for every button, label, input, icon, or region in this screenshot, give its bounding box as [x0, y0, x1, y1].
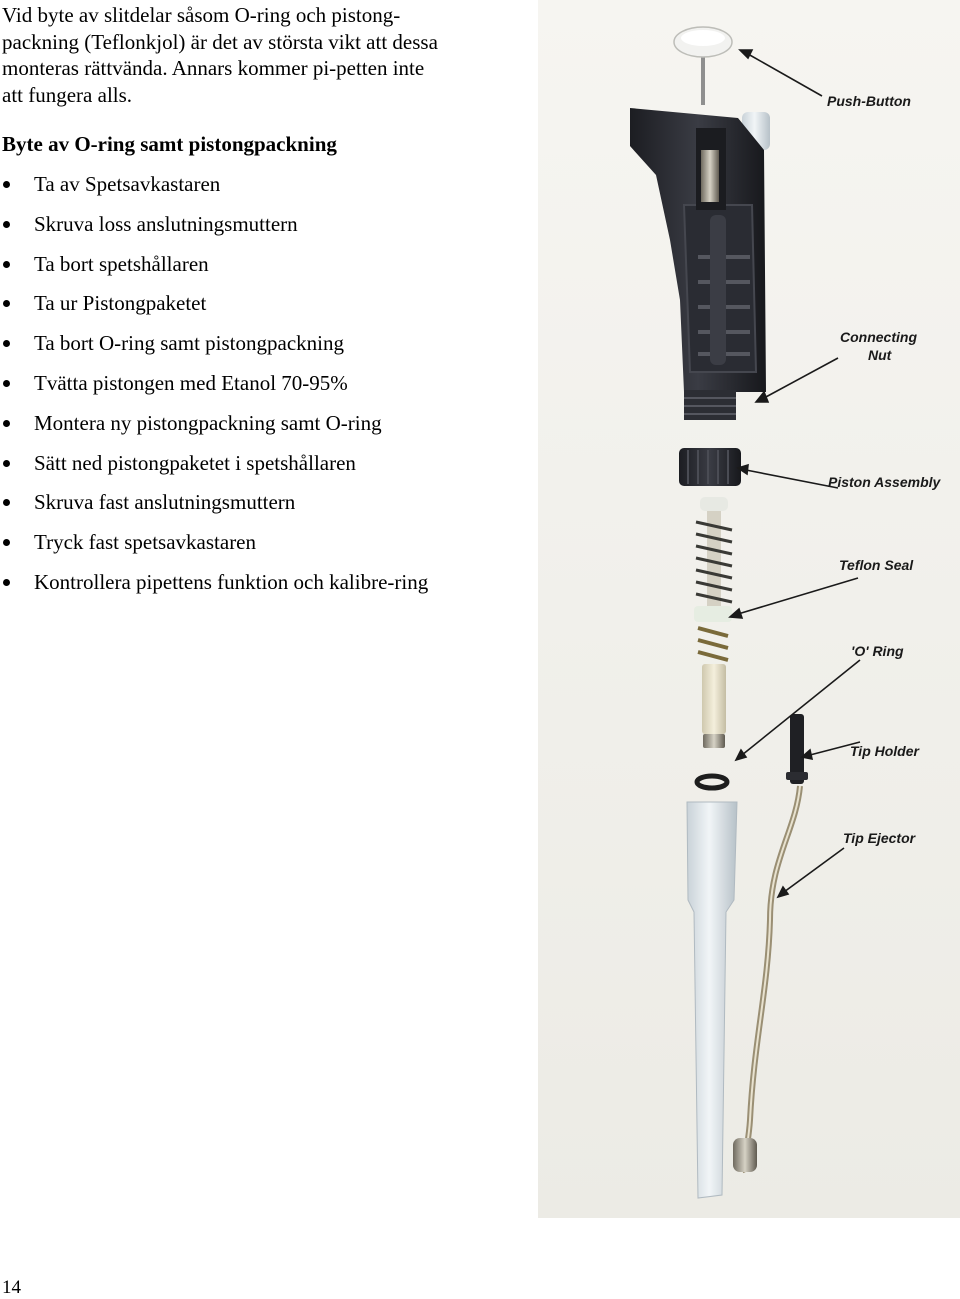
- bullet-icon: [3, 539, 10, 546]
- list-item: Sätt ned pistongpaketet i spetshållaren: [0, 449, 440, 477]
- bullet-icon: [3, 300, 10, 307]
- label-o-ring: 'O' Ring: [851, 643, 904, 659]
- steps-list: [0, 170, 440, 608]
- list-item: Skruva loss anslutningsmuttern: [0, 210, 440, 238]
- bullet-icon: [3, 420, 10, 427]
- intro-paragraph: Vid byte av slitdelar såsom O-ring och pistong-packning (Teflonkjol) är det av största vikt att dessa monteras rättvända. Annars kommer pi-petten inte att fungera alls.: [2, 3, 438, 107]
- bullet-icon: [3, 499, 10, 506]
- list-item: Ta bort O-ring samt pistongpackning: [0, 329, 440, 357]
- bullet-icon: [3, 261, 10, 268]
- label-teflon-seal: Teflon Seal: [839, 557, 914, 573]
- label-piston-assembly: Piston Assembly: [828, 474, 941, 490]
- label-connecting: Connecting: [840, 329, 917, 345]
- label-push-button: Push-Button: [827, 93, 911, 109]
- bullet-icon: [3, 181, 10, 188]
- section-heading: Byte av O-ring samt pistongpackning: [2, 132, 337, 156]
- list-item: Tvätta pistongen med Etanol 70-95%: [0, 369, 440, 397]
- page-number: 14: [2, 1277, 21, 1298]
- label-nut: Nut: [868, 347, 892, 363]
- list-item: Ta bort spetshållaren: [0, 250, 440, 278]
- list-item: Ta av Spetsavkastaren: [0, 170, 440, 198]
- list-item: Kontrollera pipettens funktion och kalibre-ring: [0, 568, 440, 596]
- bullet-icon: [3, 380, 10, 387]
- label-tip-holder: Tip Holder: [850, 743, 919, 759]
- connecting-nut-icon: [679, 448, 741, 486]
- list-item: Skruva fast anslutningsmuttern: [0, 488, 440, 516]
- label-tip-ejector: Tip Ejector: [843, 830, 916, 846]
- bullet-icon: [3, 579, 10, 586]
- bullet-icon: [3, 460, 10, 467]
- list-item: Ta ur Pistongpaketet: [0, 289, 440, 317]
- pipette-exploded-diagram: [538, 0, 960, 1218]
- list-item: Tryck fast spetsavkastaren: [0, 528, 440, 556]
- bullet-icon: [3, 340, 10, 347]
- list-item: Montera ny pistongpackning samt O-ring: [0, 409, 440, 437]
- bullet-icon: [3, 221, 10, 228]
